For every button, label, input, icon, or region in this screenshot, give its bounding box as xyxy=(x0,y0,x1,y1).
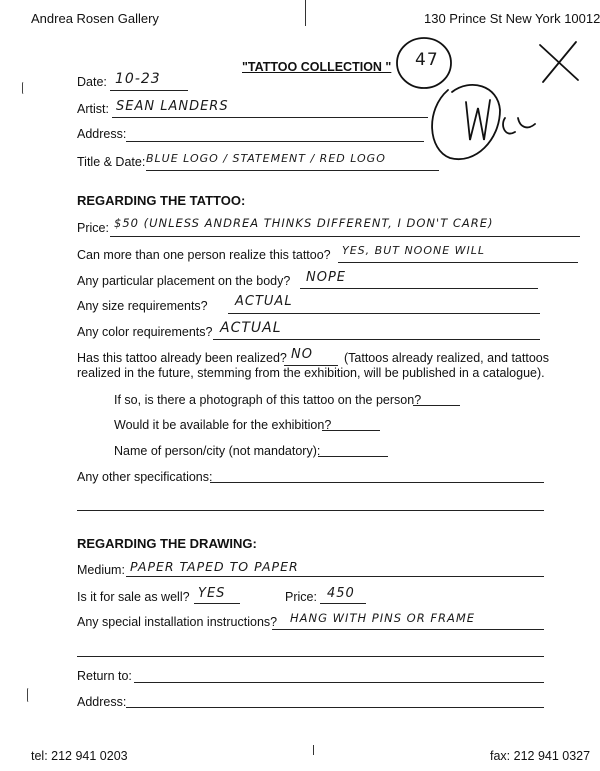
return-address-label: Address: xyxy=(77,695,127,709)
margin-mark-bottom xyxy=(27,688,30,702)
size-value: ACTUAL xyxy=(235,294,293,309)
person-line xyxy=(318,456,388,457)
color-label: Any color requirements? xyxy=(77,325,213,339)
form-title: "TATTOO COLLECTION " xyxy=(242,60,392,74)
realized-value: NO xyxy=(291,347,313,362)
drawing-price-line xyxy=(320,603,366,604)
artist-label: Artist: xyxy=(77,102,109,116)
medium-line xyxy=(126,576,544,577)
for-sale-value: YES xyxy=(198,586,226,601)
photo-label: If so, is there a photograph of this tattoo on the person? xyxy=(114,393,422,407)
return-address-line xyxy=(126,707,544,708)
multiple-label: Can more than one person realize this tattoo? xyxy=(77,248,331,262)
realized-note-2: realized in the future, stemming from the exhibition, will be published in a catalogue). xyxy=(77,366,545,380)
artist-value: SEAN LANDERS xyxy=(116,99,229,114)
gallery-name: Andrea Rosen Gallery xyxy=(31,11,159,26)
placement-label: Any particular placement on the body? xyxy=(77,274,291,288)
realized-label: Has this tattoo already been realized? xyxy=(77,351,287,365)
for-sale-label: Is it for sale as well? xyxy=(77,590,190,604)
address-line xyxy=(126,141,424,142)
return-to-label: Return to: xyxy=(77,669,132,683)
tattoo-price-label: Price: xyxy=(77,221,109,235)
drawing-price-label: Price: xyxy=(285,590,317,604)
scribble-loop xyxy=(432,85,500,159)
drawing-price-value: 450 xyxy=(327,586,355,601)
other-specs-line-1 xyxy=(210,482,544,483)
person-label: Name of person/city (not mandatory): xyxy=(114,444,321,458)
multiple-value: YES, BUT NOONE WILL xyxy=(342,244,486,257)
size-label: Any size requirements? xyxy=(77,299,208,313)
footer-fax: fax: 212 941 0327 xyxy=(490,749,591,763)
multiple-line xyxy=(338,262,578,263)
date-value: 10-23 xyxy=(115,71,161,87)
medium-label: Medium: xyxy=(77,563,125,577)
margin-mark-top xyxy=(22,82,25,94)
tattoo-price-value: $50 (UNLESS ANDREA THINKS DIFFERENT, I DON'T CARE) xyxy=(114,216,494,230)
installation-line-2 xyxy=(77,656,544,657)
x-mark-stroke-2 xyxy=(543,42,576,82)
realized-note-1: (Tattoos already realized, and tattoos xyxy=(344,351,549,365)
date-label: Date: xyxy=(77,75,107,89)
medium-value: PAPER TAPED TO PAPER xyxy=(130,559,299,574)
return-to-line xyxy=(134,682,544,683)
gallery-address: 130 Prince St New York 10012 xyxy=(424,11,600,26)
color-line xyxy=(213,339,540,340)
other-specs-line-2 xyxy=(77,510,544,511)
drawing-section-heading: REGARDING THE DRAWING: xyxy=(77,536,257,551)
installation-label: Any special installation instructions? xyxy=(77,615,278,629)
for-sale-line xyxy=(194,603,240,604)
placement-value: NOPE xyxy=(306,270,347,285)
scribble-w xyxy=(466,100,490,140)
available-label: Would it be available for the exhibition? xyxy=(114,418,332,432)
title-date-label: Title & Date: xyxy=(77,155,146,169)
size-line xyxy=(228,313,540,314)
other-specs-label: Any other specifications: xyxy=(77,470,213,484)
bottom-tick-mark xyxy=(313,745,314,755)
installation-line-1 xyxy=(272,629,544,630)
tattoo-price-line xyxy=(110,236,580,237)
date-line xyxy=(110,90,188,91)
placement-line xyxy=(300,288,538,289)
available-line xyxy=(322,430,380,431)
circled-number: 47 xyxy=(415,50,439,70)
tattoo-section-heading: REGARDING THE TATTOO: xyxy=(77,193,246,208)
photo-line xyxy=(413,405,460,406)
footer-tel: tel: 212 941 0203 xyxy=(31,749,128,763)
address-label: Address: xyxy=(77,127,127,141)
artist-line xyxy=(112,117,428,118)
color-value: ACTUAL xyxy=(220,320,282,336)
title-date-line xyxy=(146,170,439,171)
scribble-small xyxy=(503,118,535,134)
installation-value: HANG WITH PINS OR FRAME xyxy=(290,611,476,625)
title-date-value: BLUE LOGO / STATEMENT / RED LOGO xyxy=(146,152,386,165)
